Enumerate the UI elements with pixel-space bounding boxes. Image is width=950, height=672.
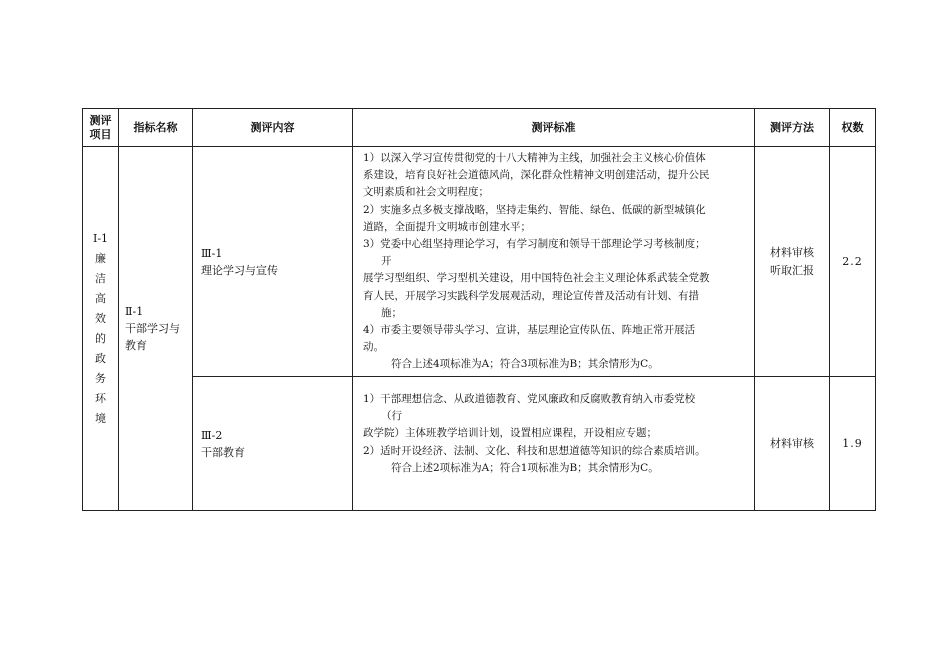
method-cell <box>755 147 830 377</box>
method-cell <box>755 377 830 511</box>
standard-line: 政学院）主体班教学培训计划，设置相应课程，开设相应专题； <box>363 427 657 440</box>
method-line: 材料审核 <box>770 436 814 450</box>
header-content: 测评内容 <box>193 109 353 147</box>
standard-line: 系建设，培育良好社会道德风尚，深化群众性精神文明创建活动，提升公民 <box>363 169 710 182</box>
category-char: 廉 <box>95 251 106 265</box>
indicator-code: Ⅱ-1 <box>125 305 144 318</box>
header-indicator: 指标名称 <box>119 109 193 147</box>
standard-line: 道路，全面提升文明城市创建水平； <box>363 220 531 233</box>
standard-line: 施； <box>381 306 402 319</box>
table-row <box>83 147 876 377</box>
content-code: Ⅲ-2 <box>201 428 223 442</box>
category-code: I-1 <box>92 231 109 245</box>
header-item-line2: 项目 <box>89 127 112 141</box>
category-char: 政 <box>95 351 106 365</box>
header-weight: 权数 <box>830 109 876 147</box>
category-char: 境 <box>95 411 106 425</box>
standard-line: 动。 <box>363 341 384 354</box>
category-char: 高 <box>95 291 106 305</box>
evaluation-table <box>82 108 876 511</box>
content-code: Ⅲ-1 <box>201 246 223 260</box>
standard-cell <box>353 377 755 511</box>
content-name: 理论学习与宣传 <box>201 263 278 277</box>
standard-line: 3）党委中心组坚持理论学习，有学习制度和领导干部理论学习考核制度； <box>363 238 706 251</box>
method-line: 听取汇报 <box>770 263 814 277</box>
standard-summary: 符合上述4项标准为A；符合3项标准为B；其余情形为C。 <box>391 358 659 371</box>
standard-line: 2）适时开设经济、法制、文化、科技和思想道德等知识的综合素质培训。 <box>363 444 706 457</box>
standard-line: 4）市委主要领导带头学习、宣讲，基层理论宣传队伍、阵地正常开展活 <box>363 324 696 337</box>
method-line: 材料审核 <box>770 245 814 259</box>
weight-cell: 2.2 <box>830 147 876 377</box>
indicator-name-line1: 干部学习与 <box>125 322 180 335</box>
indicator-name-line2: 教育 <box>125 339 147 352</box>
content-cell <box>193 147 353 377</box>
header-method: 测评方法 <box>755 109 830 147</box>
standard-line: 1）干部理想信念、从政道德教育、党风廉政和反腐败教育纳入市委党校 <box>363 393 696 405</box>
standard-cell <box>353 147 755 377</box>
category-char: 环 <box>95 391 106 405</box>
standard-line: 2）实施多点多极支撑战略，坚持走集约、智能、绿色、低碳的新型城镇化 <box>363 203 706 216</box>
category-char: 务 <box>95 371 106 385</box>
header-standard: 测评标准 <box>353 109 755 147</box>
standard-line: （行 <box>381 410 402 423</box>
standard-line: 育人民，开展学习实践科学发展观活动，理论宣传普及活动有计划、有措 <box>363 289 699 302</box>
standard-line: 开 <box>381 255 392 268</box>
category-char: 的 <box>95 331 106 345</box>
header-row <box>83 109 876 147</box>
header-item-line1: 测评 <box>89 113 112 127</box>
standard-summary: 符合上述2项标准为A；符合1项标准为B；其余情形为C。 <box>391 461 659 474</box>
table-row <box>83 377 876 511</box>
category-char: 洁 <box>95 271 106 285</box>
category-cell <box>83 147 119 511</box>
weight-cell: 1.9 <box>830 377 876 511</box>
category-char: 效 <box>95 311 106 325</box>
standard-line: 文明素质和社会文明程度； <box>363 186 489 199</box>
content-cell <box>193 377 353 511</box>
content-name: 干部教育 <box>201 445 245 459</box>
standard-line: 展学习型组织、学习型机关建设，用中国特色社会主义理论体系武装全党教 <box>363 272 710 285</box>
indicator-cell <box>119 147 193 511</box>
header-item <box>83 109 119 147</box>
standard-line: 1）以深入学习宣传贯彻党的十八大精神为主线，加强社会主义核心价值体 <box>363 152 706 164</box>
